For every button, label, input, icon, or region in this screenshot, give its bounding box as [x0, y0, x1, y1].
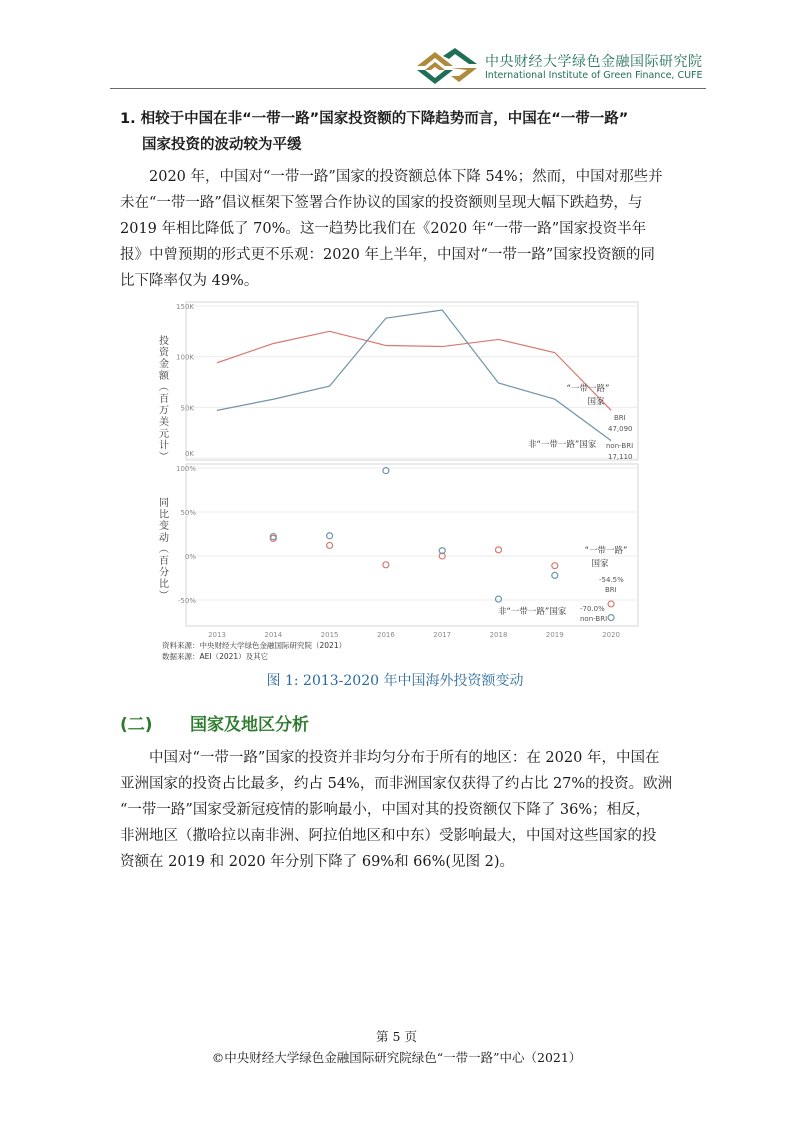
- x-tick-label: 2014: [264, 631, 283, 639]
- line-non-bri-name: 非“一带一路”国家: [528, 440, 597, 450]
- paragraph-2-line: 中国对“一带一路”国家的投资并非均匀分布于所有的地区：在 2020 年，中国在: [149, 750, 660, 766]
- section-title: 国家及地区分析: [190, 715, 309, 735]
- x-tick-label: 2013: [208, 631, 226, 639]
- paragraph-1-line: 2020 年，中国对“一带一路”国家的投资额总体下降 54%；然而，中国对那些并: [149, 169, 663, 185]
- scatter-non-bri-tag: non-BRI: [580, 615, 608, 623]
- iigf-logo-icon: [415, 46, 479, 86]
- axis-title-char: 资: [159, 347, 169, 359]
- paragraph-1-line: 未在“一带一路”倡议框架下签署合作协议的国家的投资额则呈现大幅下跌趋势，与: [120, 195, 643, 211]
- axis-title-char: 比: [159, 509, 169, 521]
- heading-line-1: 1. 相较于中国在非“一带一路”国家投资额的下降趋势而言，中国在“一带一路”: [120, 111, 629, 127]
- subsection-heading: [120, 106, 710, 158]
- axis-title-char: 金: [159, 359, 169, 371]
- chart-source-line-2: 数据来源：AEI（2021）及其它: [162, 652, 269, 661]
- scatter-bri-tag: BRI: [605, 586, 617, 594]
- section-number: (二): [120, 715, 153, 735]
- x-tick-label: 2016: [376, 631, 395, 639]
- axis-title-char: 比: [159, 579, 169, 591]
- axis-title-char: 分: [159, 567, 169, 579]
- chart-source-line-1: 资料来源：中央财经大学绿色金融国际研究院（2021）: [162, 641, 347, 650]
- line-y-tick-label: 100K: [176, 353, 194, 362]
- scatter-non-bri-name: 非“一带一路”国家: [498, 607, 567, 617]
- scatter-bri-name-2: 国家: [591, 559, 609, 569]
- x-tick-label: 2017: [433, 631, 452, 639]
- axis-title-char: 额: [159, 370, 169, 382]
- paragraph-1-line: 比下降率仅为 49%。: [120, 273, 259, 289]
- axis-title-char: 变: [159, 521, 169, 533]
- axis-title-char: 投: [159, 336, 169, 347]
- x-tick-label: 2019: [545, 631, 564, 639]
- line-non-bri-value: 17,110: [608, 453, 633, 461]
- paragraph-2-line: 资额在 2019 和 2020 年分别下降了 69%和 66%(见图 2)。: [120, 854, 515, 870]
- line-y-tick-label: 150K: [176, 303, 194, 311]
- scatter-y-tick-label: 0%: [184, 553, 196, 561]
- line-y-tick-label: 50K: [180, 404, 194, 413]
- axis-title-char: 动: [159, 532, 169, 544]
- heading-line-2: 国家投资的波动较为平缓: [142, 137, 302, 153]
- investment-chart: [150, 296, 640, 662]
- axis-title-char: 元: [159, 428, 169, 440]
- axis-title-char: ）: [157, 451, 168, 461]
- line-bri-tag: BRI: [614, 414, 626, 422]
- line-bri-value: 47,090: [608, 425, 633, 433]
- scatter-y-tick-label: -50%: [177, 597, 196, 605]
- x-tick-label: 2015: [320, 631, 339, 639]
- line-bri-name: “一带一路”: [566, 384, 610, 394]
- x-tick-label: 2018: [489, 631, 508, 639]
- axis-title-char: 百: [159, 556, 169, 567]
- scatter-bri-name: “一带一路”: [584, 546, 628, 556]
- scatter-bri-value: -54.5%: [599, 576, 624, 584]
- paragraph-2-line: “一带一路”国家受新冠疫情的影响最小，中国对其的投资额仅下降了 36%；相反，: [120, 802, 651, 818]
- logo-english-name: International Institute of Green Finance, CUFE: [485, 70, 703, 81]
- scatter-panel-frame: [186, 464, 638, 626]
- line-bri-name-2: 国家: [587, 397, 605, 407]
- line-y-axis-title: [157, 334, 170, 461]
- axis-title-char: 计: [159, 440, 169, 452]
- paragraph-1: [120, 164, 706, 294]
- paragraph-1-line: 2019 年相比降低了 70%。这一趋势比我们在《2020 年“一带一路”国家投资半年: [120, 221, 647, 237]
- axis-title-char: 同: [159, 498, 169, 509]
- scatter-y-axis-title: [157, 497, 169, 600]
- axis-title-char: （: [157, 381, 168, 392]
- page-number: 第 5 页: [376, 1029, 417, 1044]
- section-heading: [120, 710, 309, 735]
- header-logo: [415, 46, 715, 86]
- header-rule: [110, 88, 706, 89]
- axis-title-char: ）: [157, 589, 168, 600]
- scatter-non-bri-value: -70.0%: [580, 605, 605, 613]
- scatter-y-tick-label: 50%: [180, 509, 196, 517]
- paragraph-2: [120, 745, 706, 875]
- x-tick-label: 2020: [602, 631, 621, 639]
- line-panel-frame: [186, 302, 638, 460]
- axis-title-char: （: [157, 543, 168, 554]
- figure-caption: 图 1: 2013-2020 年中国海外投资额变动: [266, 673, 524, 689]
- footer-copyright: ©中央财经大学绿色金融国际研究院绿色“一带一路”中心（2021）: [211, 1050, 582, 1065]
- paragraph-2-line: 亚洲国家的投资占比最多，约占 54%，而非洲国家仅获得了约占比 27%的投资。欧洲: [120, 776, 673, 792]
- axis-title-char: 万: [159, 405, 169, 417]
- axis-title-char: 美: [159, 417, 169, 429]
- line-non-bri-tag: non-BRI: [606, 442, 634, 450]
- figure-1: [150, 296, 640, 662]
- line-y-tick-label: 0K: [184, 450, 194, 458]
- paragraph-2-line: 非洲地区（撒哈拉以南非洲、阿拉伯地区和中东）受影响最大，中国对这些国家的投: [120, 828, 657, 844]
- logo-chinese-name: 中央财经大学绿色金融国际研究院: [485, 54, 703, 70]
- scatter-y-tick-label: 100%: [175, 465, 196, 473]
- axis-title-char: 百: [159, 394, 169, 405]
- paragraph-1-line: 报》中曾预期的形式更不乐观：2020 年上半年，中国对“一带一路”国家投资额的同: [120, 247, 655, 263]
